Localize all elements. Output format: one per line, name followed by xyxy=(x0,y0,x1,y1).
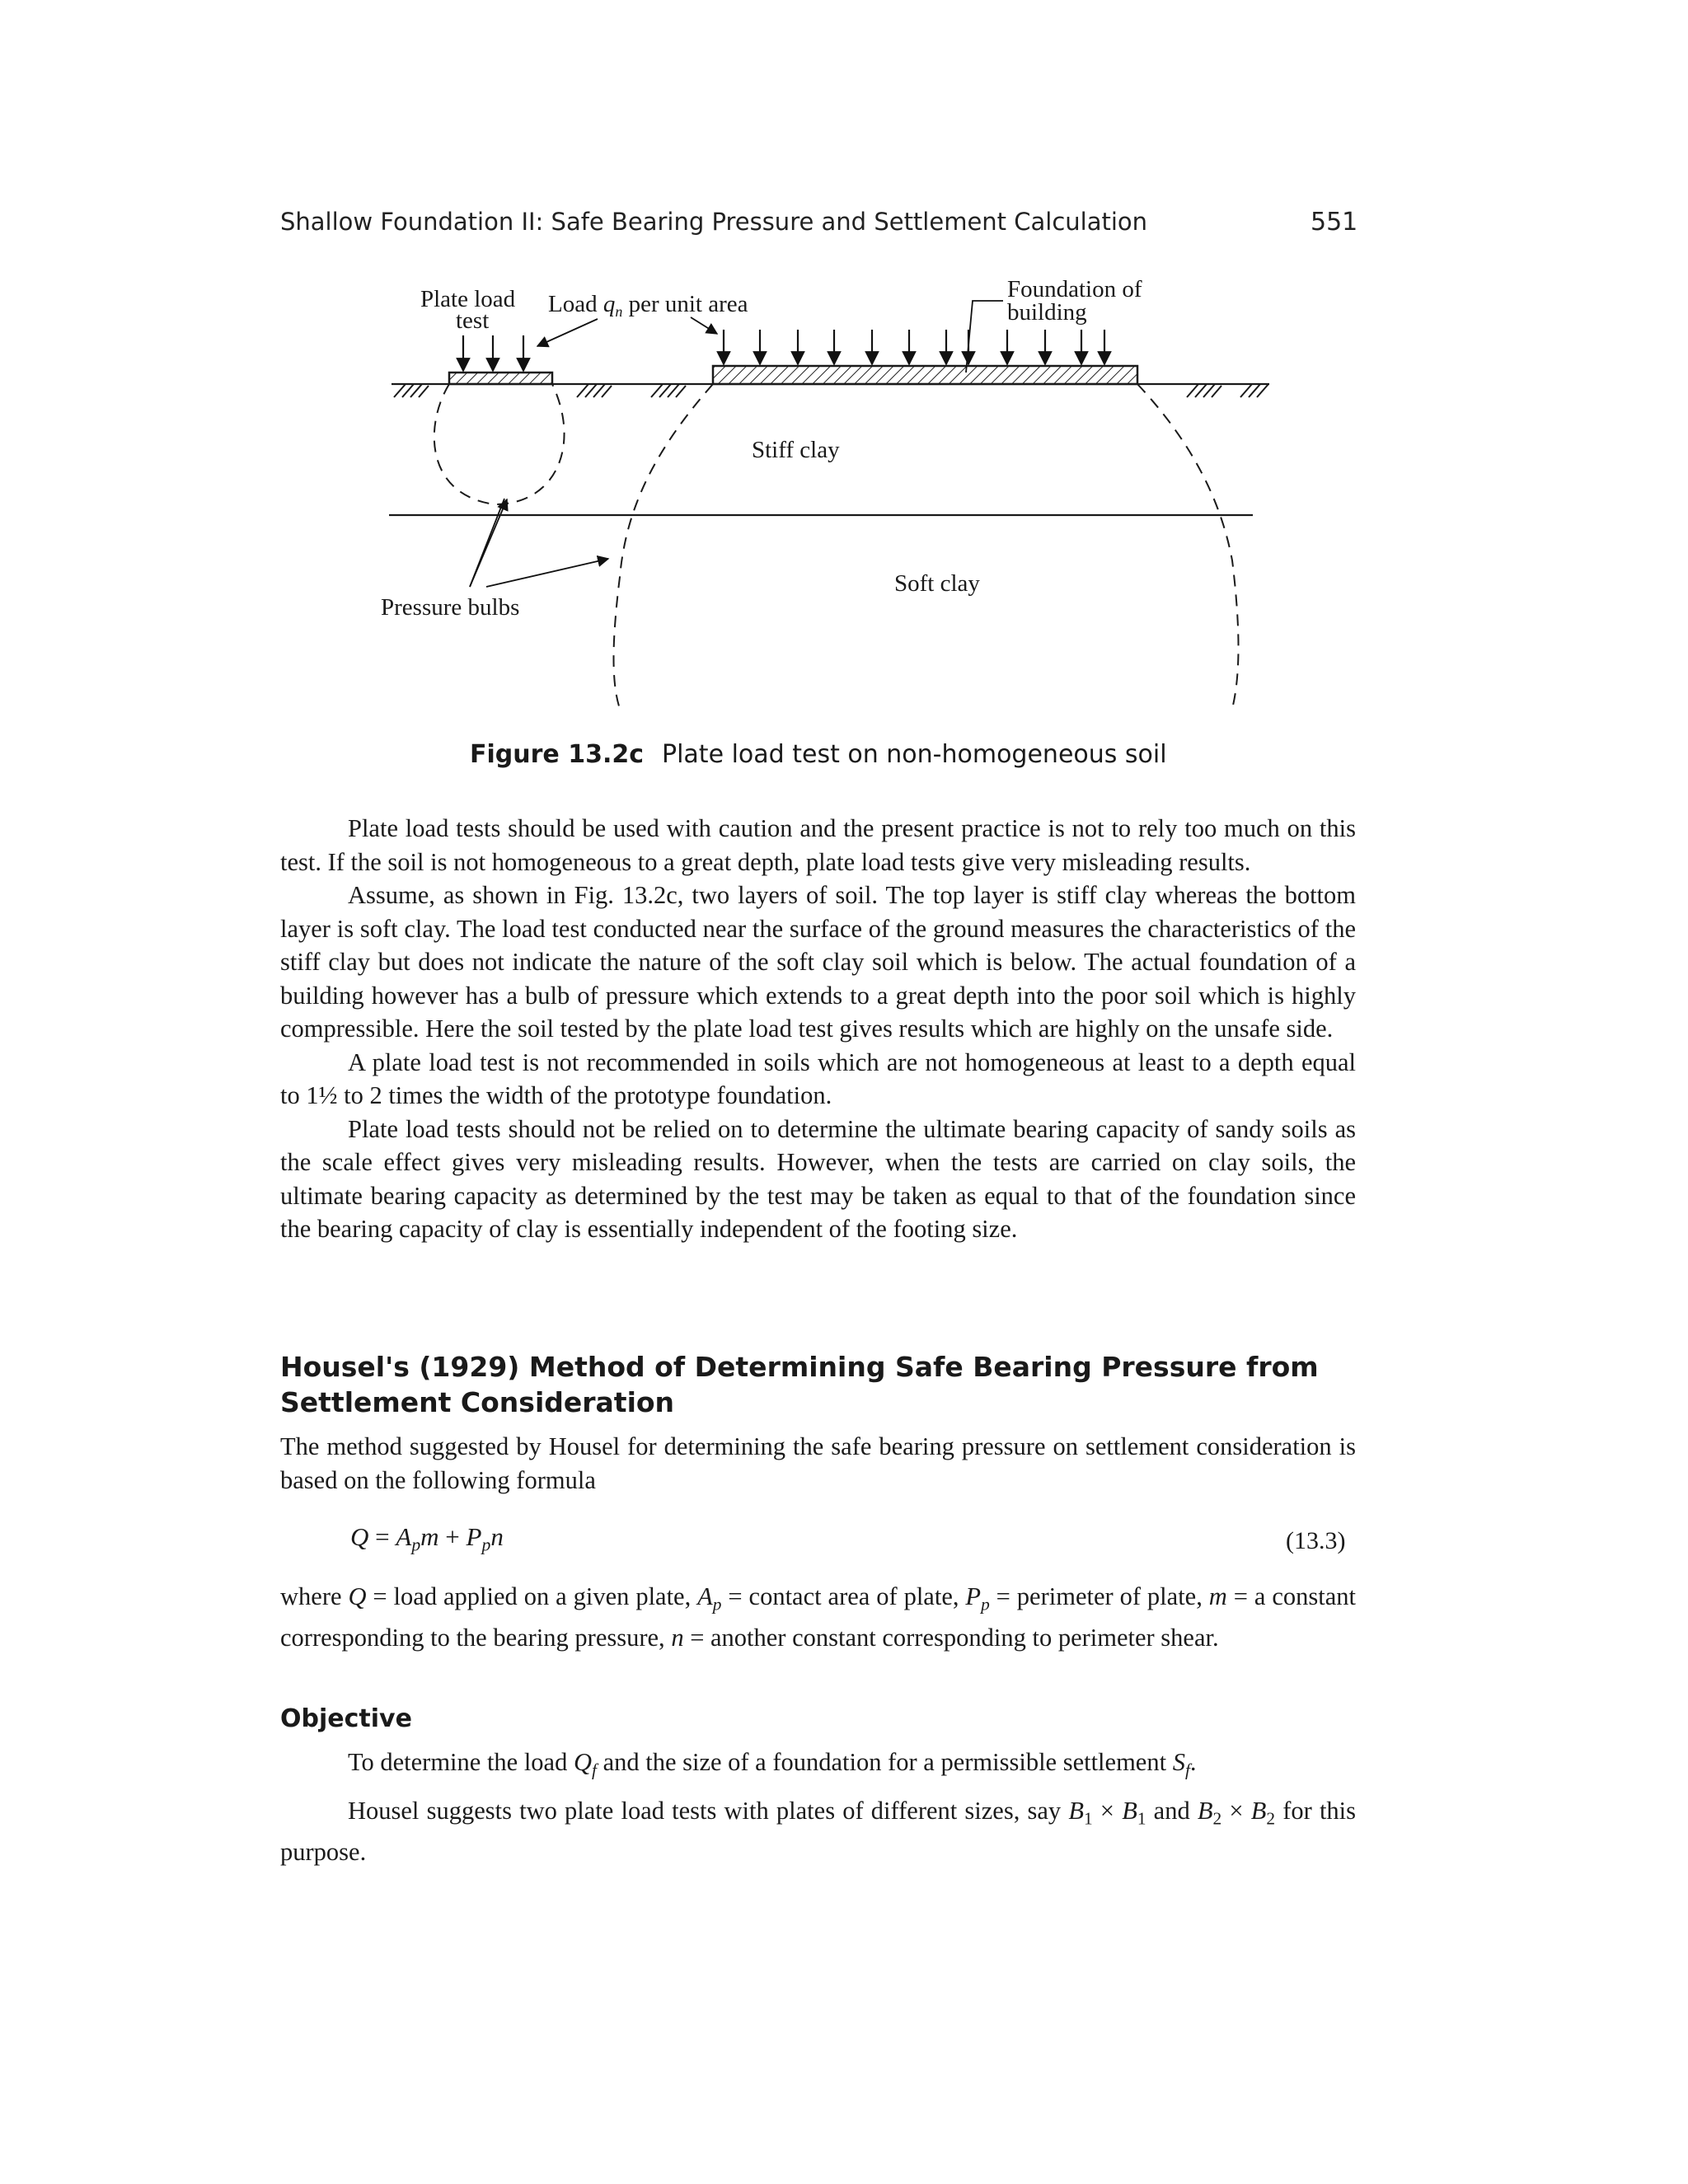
body-text xyxy=(280,812,1356,1246)
plate-pressure-bulb xyxy=(434,384,565,504)
building-pressure-bulb-right xyxy=(1137,384,1239,709)
ground-hatch-marks xyxy=(394,384,1268,397)
paragraph: Assume, as shown in Fig. 13.2c, two layers of soil. The top layer is stiff clay whereas the bottom layer is soft clay. The load test conducted near the surface of the ground measures the characteristics of the stiff clay but does not indicate the nature of the soft clay soil which is below. The actual foundation of a building however has a bulb of pressure which extends to a great depth into the poor soil which is highly compressible. Here the soil tested by the plate load test gives results which are highly on the unsafe side. xyxy=(280,881,1356,1043)
running-header: Shallow Foundation II: Safe Bearing Pressure and Settlement Calculation xyxy=(280,208,1148,236)
figure-caption-text: Plate load test on non-homogeneous soil xyxy=(662,740,1167,769)
paragraph: To determine the load $Q_f$ and the size of a foundation for a permissible settlement $S_f$. xyxy=(348,1748,1197,1780)
load-per-unit-area-label: Load $q_n$ per unit area xyxy=(548,291,748,320)
paragraph: Plate load tests should not be relied on to determine the ultimate bearing capacity of sandy soils as the scale effect gives very misleading results. However, when the tests are carried on clay soils, the ultimate bearing capacity as determined by the test may be taken as equal to that of the foundation since the bearing capacity of clay is essentially independent of the footing size. xyxy=(280,1114,1356,1243)
building-pressure-bulb-left xyxy=(614,384,714,709)
equation-definitions xyxy=(280,1580,1356,1654)
section-heading: Housel's (1929) Method of Determining Safe Bearing Pressure from Settlement Consideration xyxy=(280,1351,1319,1418)
figure-plate-load-test xyxy=(0,0,1688,742)
objective-text xyxy=(280,1746,1356,1868)
figure-caption-number: Figure 13.2c xyxy=(470,740,644,769)
objective-heading: Objective xyxy=(280,1704,412,1733)
page-number: 551 xyxy=(1311,208,1358,237)
building-foundation xyxy=(713,366,1137,384)
foundation-load-arrows xyxy=(724,330,1104,364)
test-plate xyxy=(449,373,552,384)
paragraph: A plate load test is not recommended in soils which are not homogeneous at least to a depth equal to 1½ to 2 times the width of the prototype foundation. xyxy=(280,1047,1356,1109)
paragraph: Plate load tests should be used with caution and the present practice is not to rely too much on this test. If the soil is not homogeneous to a great depth, plate load tests give very misleading results. xyxy=(280,814,1356,876)
foundation-label-line1: Foundation of xyxy=(1007,276,1142,302)
pressure-bulb-leaders xyxy=(470,499,608,587)
paragraph: where Q = load applied on a given plate, $A_p$ = contact area of plate, $P_p$ = perimeter of plate, m = a constant corresponding to the bearing pressure, n = another constant corresponding to perimeter shear. xyxy=(280,1582,1356,1652)
figure-caption xyxy=(470,740,1167,769)
plate-load-arrows xyxy=(463,335,523,371)
stiff-clay-label: Stiff clay xyxy=(752,437,840,463)
plate-load-label-line1: Plate load xyxy=(420,286,516,312)
soft-clay-label: Soft clay xyxy=(894,570,980,597)
pressure-bulbs-label: Pressure bulbs xyxy=(381,594,520,621)
foundation-label-line2: building xyxy=(1007,299,1087,326)
equation-number: (13.3) xyxy=(1286,1527,1346,1554)
section-intro xyxy=(280,1430,1356,1497)
paragraph: Housel suggests two plate load tests with plates of different sizes, say $B_1 \times B_1$ and $B_2 \times B_2$ for this purpose. xyxy=(280,1796,1357,1866)
plate-load-label-line2: test xyxy=(456,307,490,334)
equation-13-3: $Q = A_pm + P_pn$ xyxy=(350,1522,504,1555)
paragraph: The method suggested by Housel for determining the safe bearing pressure on settlement consideration is based on the following formula xyxy=(280,1432,1356,1494)
